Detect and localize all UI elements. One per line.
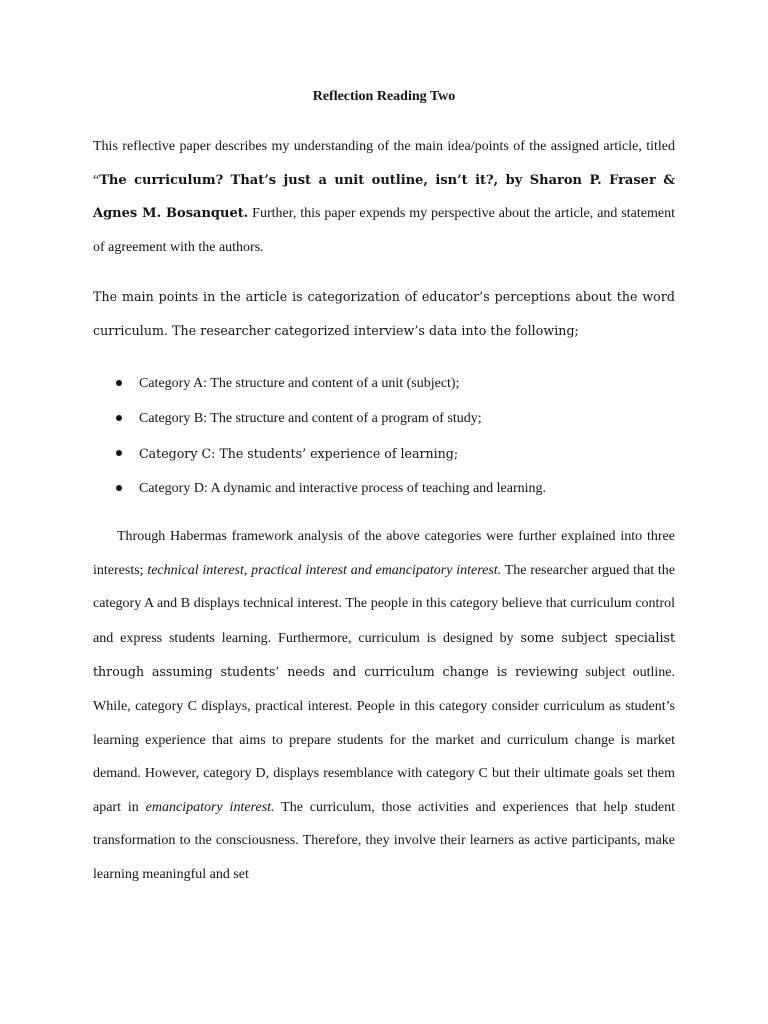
bullet-icon [116,485,122,491]
list-item [0,471,768,506]
paragraph-habermas [93,520,675,892]
article-reference: The curriculum? That’s just a unit outline, isn’t it?, by Sharon P. Fraser & Agnes M. Bosanquet. [93,172,675,222]
text-run: Through Habermas framework analysis of the above categories were further explained into three interests; [93,529,675,578]
text-run: The researcher argued that the category A and B displays technical interest. The people in this category believe that curriculum control and express students learning. Furthermore, curriculum is designed by [93,562,676,646]
list-item [0,436,768,471]
emancipatory-italic: emancipatory interest. [145,799,275,815]
bullet-icon [116,450,122,456]
list-item-text: Category A: The structure and content of a unit (subject); [139,376,460,391]
text-run: subject outline. While, category C displays, practical interest. People in this category consider curriculum as student’s learning experience that aims to prepare students for the market and curriculum change is market demand. However, category D, displays resemblance with category C but their ultimate goals set them apart in [93,665,675,815]
category-list [0,366,768,506]
document-title: Reflection Reading Two [312,89,456,104]
bullet-icon [116,415,122,421]
text-run: The curriculum, those activities and experiences that help student transformation to the consciousness. Therefore, they involve their learners as active participants, make learning meaningful and set [93,799,675,882]
text-run-alt: some subject specialist through assuming students’ needs and curriculum change is reviewing [93,629,676,680]
paragraph-intro [93,130,675,264]
intro-text: This reflective paper describes my understanding of the main idea/points of the assigned article, titled “ [93,139,675,188]
intro-rest-text: Further, this paper expends my perspective about the article, and statement of agreement with the authors. [93,206,675,255]
list-item-text: Category C: The students’ experience of learning; [139,446,459,461]
paragraph-main-points: The main points in the article is categorization of educator’s perceptions about the word curriculum. The researcher categorized interview’s data into the following; [93,289,675,338]
list-item [0,366,768,401]
list-item [0,401,768,436]
bullet-icon [116,380,122,386]
list-item-text: Category D: A dynamic and interactive process of teaching and learning. [139,481,547,496]
list-item-text: Category B: The structure and content of a program of study; [139,411,482,426]
interests-italic: technical interest, practical interest and emancipatory interest. [147,562,502,578]
